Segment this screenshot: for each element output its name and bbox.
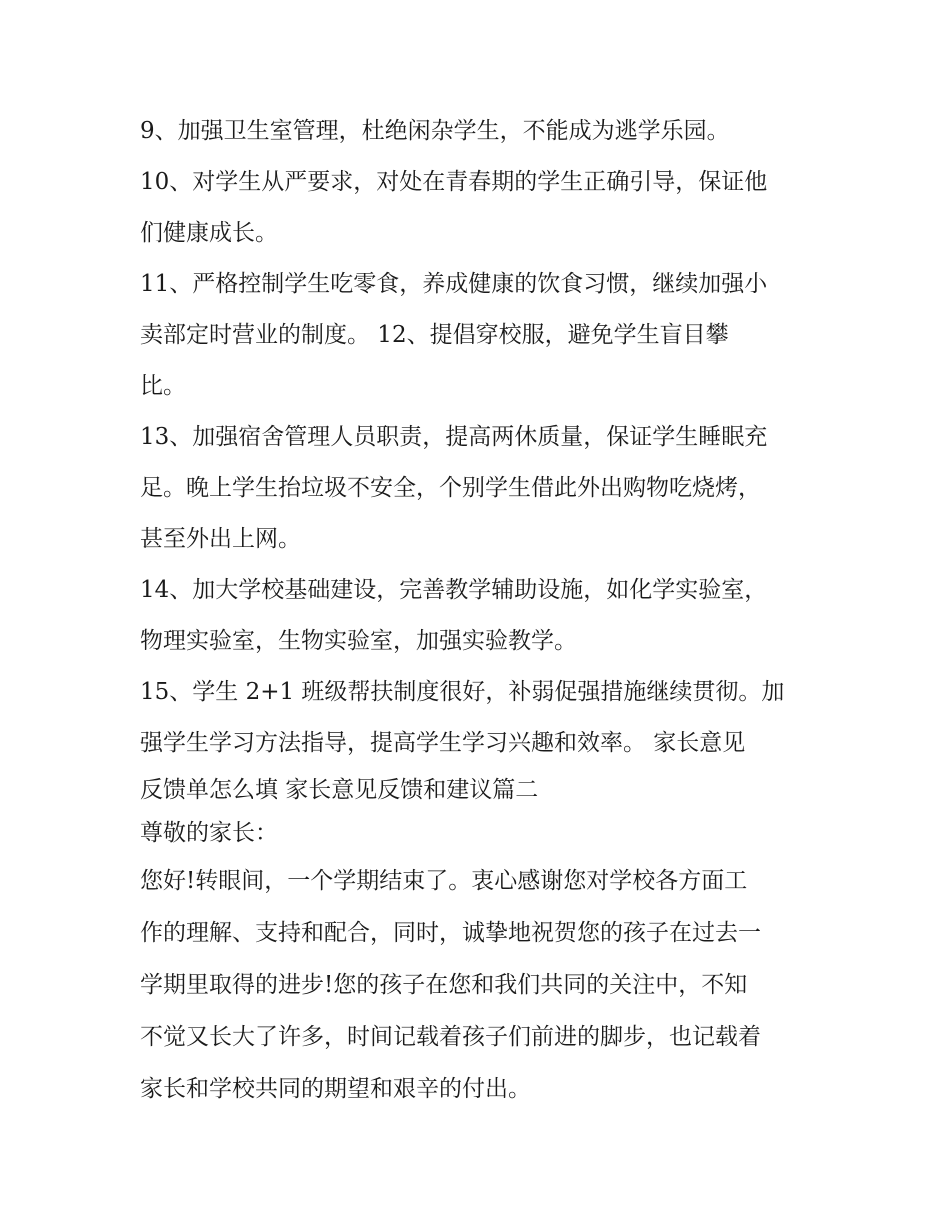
text-line: 物理实验室，生物实验室，加强实验教学。 bbox=[140, 628, 577, 654]
paragraph-item-13 bbox=[140, 412, 815, 565]
paragraph-item-11-12 bbox=[140, 259, 815, 412]
text-line: 强学生学习方法指导，提高学生学习兴趣和效率。 家长意见 bbox=[140, 730, 746, 756]
text-line: 比。 bbox=[140, 373, 186, 399]
text-line: 家长和学校共同的期望和艰辛的付出。 bbox=[140, 1076, 531, 1102]
text-line: 11、严格控制学生吃零食，养成健康的饮食习惯，继续加强小 bbox=[140, 271, 768, 297]
text-line: 10、对学生从严要求，对处在青春期的学生正确引导，保证他 bbox=[140, 169, 768, 195]
text-line: 14、加大学校基础建设，完善教学辅助设施，如化学实验室， bbox=[140, 577, 768, 603]
document-body bbox=[140, 106, 815, 1115]
text-line: 您好!转眼间，一个学期结束了。衷心感谢您对学校各方面工 bbox=[140, 868, 748, 894]
text-line: 们健康成长。 bbox=[140, 220, 278, 246]
text-line: 9、加强卫生室管理，杜绝闲杂学生，不能成为逃学乐园。 bbox=[140, 118, 730, 144]
text-line: 13、加强宿舍管理人员职责，提高两休质量，保证学生睡眠充 bbox=[140, 424, 768, 450]
paragraph-item-9 bbox=[140, 106, 815, 157]
section-heading-line: 反馈单怎么填 家长意见反馈和建议篇二 bbox=[140, 777, 539, 803]
text-line: 卖部定时营业的制度。 12、提倡穿校服，避免学生盲目攀 bbox=[140, 322, 729, 348]
text-line: 15、学生 2+1 班级帮扶制度很好，补弱促强措施继续贯彻。加 bbox=[140, 679, 785, 705]
text-line: 作的理解、支持和配合，同时，诚挚地祝贺您的孩子在过去一 bbox=[140, 920, 761, 946]
letter-salutation bbox=[140, 812, 815, 855]
letter-body-paragraph bbox=[140, 855, 815, 1115]
text-line: 不觉又长大了许多，时间记载着孩子们前进的脚步，也记载着 bbox=[140, 1024, 761, 1050]
text-line: 甚至外出上网。 bbox=[140, 526, 301, 552]
text-line: 学期里取得的进步!您的孩子在您和我们共同的关注中，不知 bbox=[140, 972, 748, 998]
paragraph-item-14 bbox=[140, 565, 815, 667]
paragraph-item-10 bbox=[140, 157, 815, 259]
paragraph-item-15 bbox=[140, 667, 815, 812]
salutation-line: 尊敬的家长： bbox=[140, 820, 278, 846]
text-line: 足。晚上学生抬垃圾不安全，个别学生借此外出购物吃烧烤， bbox=[140, 475, 761, 501]
